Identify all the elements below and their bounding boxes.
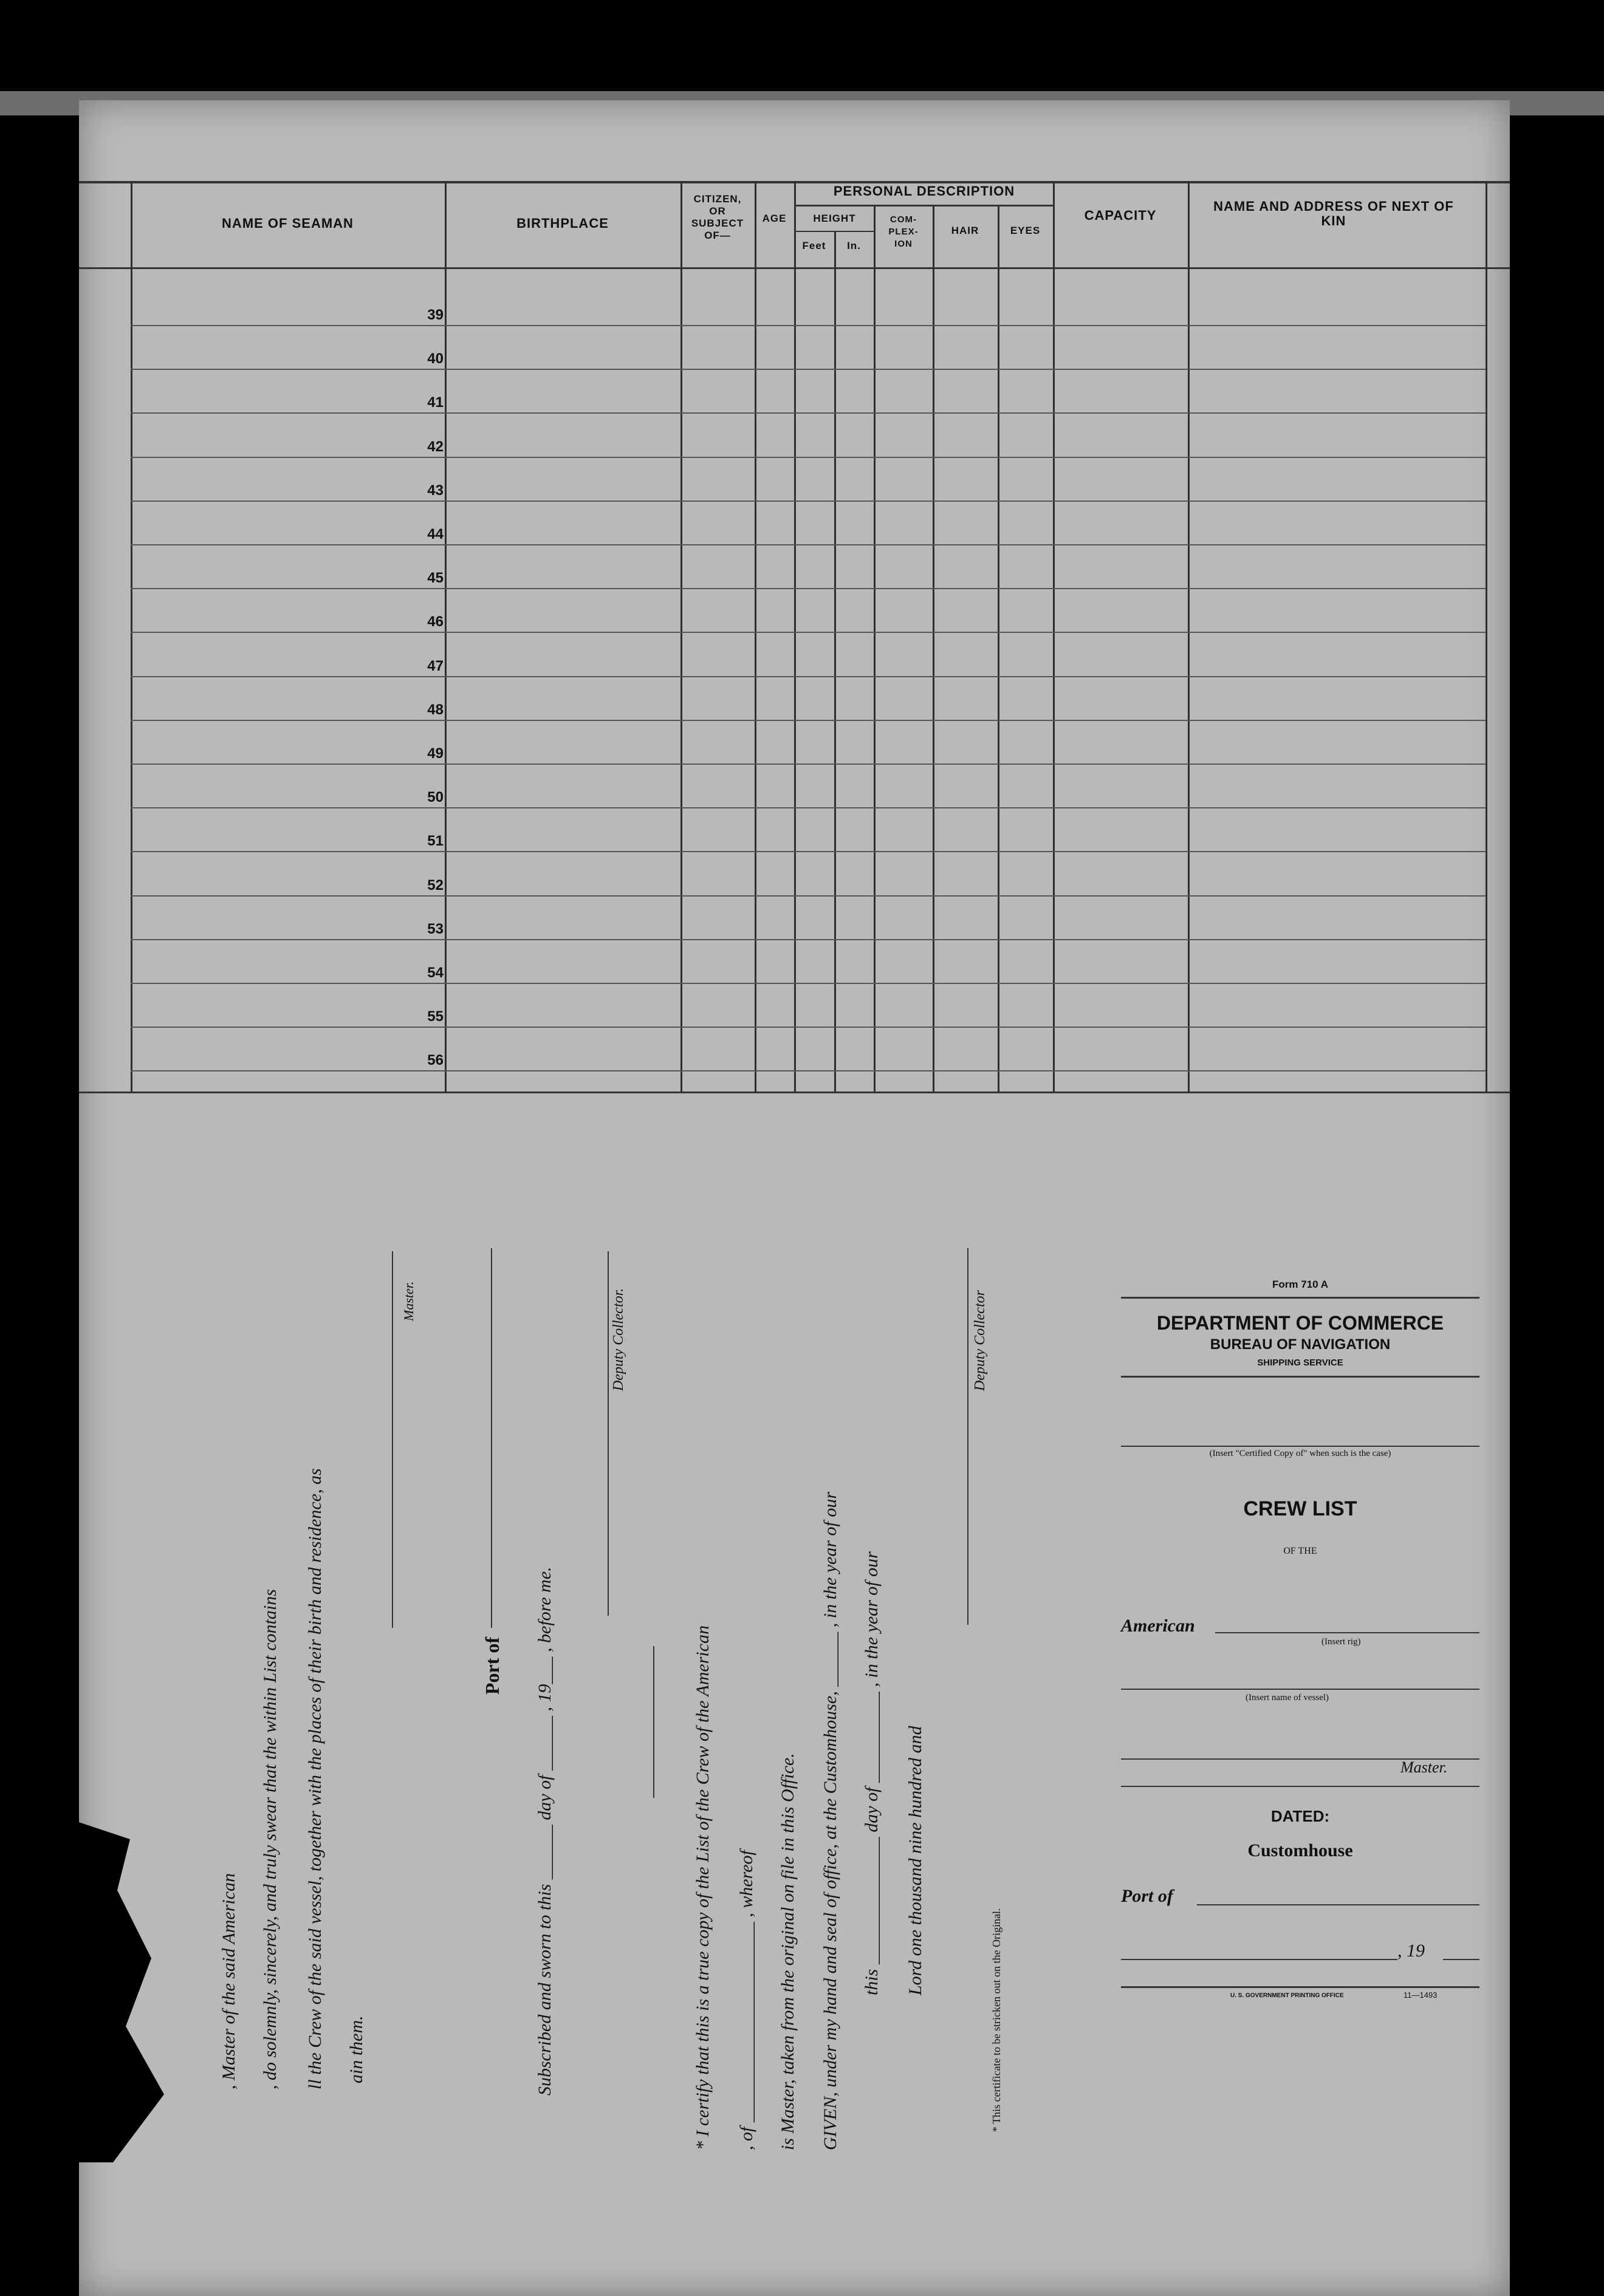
row-line [131,588,1486,589]
crew-list-card [1121,1279,1479,2032]
col-line [874,207,876,1092]
row-number: 56 [427,1052,444,1068]
this-day-line: this ______________ day of __________ , in the year of our [862,1551,882,1995]
col-line [1486,181,1487,1092]
row-number: 55 [427,1008,444,1025]
card-rule-2 [1121,1376,1479,1378]
row-number: 41 [427,394,444,411]
col-line [1053,181,1055,1092]
row-line [131,457,1486,458]
row-number: 43 [427,482,444,499]
row-number: 51 [427,833,444,849]
row-line [131,325,1486,326]
oath-line-4: ain them. [346,2015,366,2083]
oath-master: Master. [401,1281,416,1321]
row-number: 48 [427,702,444,718]
col-line [998,207,999,1092]
oath-port-of: Port of [481,1636,503,1695]
row-line [131,1027,1486,1028]
date-line [1121,1959,1397,1960]
rig-line [1215,1632,1479,1633]
row-line [131,983,1486,984]
insert-certified-note: (Insert "Certified Copy of" when such is the case) [1209,1449,1391,1458]
dated-label: DATED: [1270,1807,1330,1825]
port-line [491,1248,492,1628]
row-number: 47 [427,658,444,674]
row-number: 45 [427,570,444,586]
col-line [933,207,934,1092]
card-bottom-rule [1121,1986,1479,1988]
certified-copy-line [1121,1446,1479,1447]
row-line [131,544,1486,545]
port-of-label: Port of [1121,1886,1173,1906]
deputy-signature-line-2 [967,1248,968,1625]
oath-subscribed: Subscribed and sworn to this ______ day of ______ , 19___ , before me. [535,1567,555,2096]
row-line [131,720,1486,721]
lord-line: Lord one thousand nine hundred and [905,1726,925,1995]
crew-list-title: CREW LIST [1243,1497,1357,1520]
header-eyes: EYES [1010,225,1041,236]
master-taken-line: is Master, taken from the original on file in this Office. [778,1753,798,2150]
certify-line: * I certify that this is a true copy of the List of the Crew of the American [693,1625,713,2150]
col-line [680,181,682,1092]
year-line [1443,1959,1479,1960]
footnote: * This certificate to be stricken out on the Original. [990,1908,1002,2132]
deputy-signature-line [608,1251,609,1616]
oath-deputy-collector-2: Deputy Collector [972,1290,988,1391]
row-line [131,369,1486,370]
oath-deputy-collector-1: Deputy Collector. [611,1288,626,1391]
col-line [1188,181,1190,1092]
row-number: 40 [427,350,444,367]
form-number: Form 710 A [1272,1279,1328,1290]
header-personal-description: PERSONAL DESCRIPTION [833,183,1015,199]
header-capacity: CAPACITY [1084,208,1157,223]
height-underline [794,231,875,232]
header-feet: Feet [802,240,826,251]
row-number: 46 [427,613,444,630]
header-name-of-seaman: NAME OF SEAMAN [222,216,354,231]
oath-line-1: , Master of the said American [219,1873,239,2089]
master-signature-line [392,1251,393,1628]
header-complexion: COM- PLEX- ION [888,214,919,249]
personal-desc-underline [794,205,1054,207]
header-hair: HAIR [951,225,979,236]
row-line [131,851,1486,852]
row-number: 52 [427,877,444,893]
header-height: HEIGHT [813,213,856,224]
row-number: 44 [427,526,444,542]
year-label: , 19 [1397,1941,1425,1961]
row-line [131,676,1486,677]
row-number: 49 [427,745,444,762]
col-line [794,181,796,1092]
of-the: OF THE [1283,1546,1317,1556]
insert-rig-note: (Insert rig) [1321,1637,1361,1647]
header-age: AGE [762,213,787,224]
header-birthplace: BIRTHPLACE [516,216,609,231]
insert-vessel-note: (Insert name of vessel) [1246,1693,1329,1703]
card-top-rule [1121,1297,1479,1299]
header-citizen: CITIZEN, OR SUBJECT OF— [691,193,744,241]
col-line [131,181,132,1092]
row-line [131,501,1486,502]
row-line [131,939,1486,940]
card-rule-3 [1121,1786,1479,1787]
col-line [755,181,756,1092]
row-line [131,895,1486,897]
row-line [131,1070,1486,1071]
row-number: 42 [427,439,444,455]
blank-line [653,1646,654,1798]
header-next-of-kin: NAME AND ADDRESS OF NEXT OF KIN [1213,199,1454,228]
oath-line-3: ll the Crew of the said vessel, together with the places of their birth and residence, as [305,1468,325,2089]
row-number: 39 [427,307,444,323]
card-master-label: Master. [1400,1758,1448,1776]
col-line [834,231,836,1092]
american-label: American [1121,1616,1195,1636]
row-number: 53 [427,921,444,937]
given-line: GIVEN, under my hand and seal of office, at the Customhouse, ______ , in the year of our [820,1491,840,2150]
print-code: 11—1493 [1404,1990,1438,2000]
row-number: 54 [427,965,444,981]
service-title: SHIPPING SERVICE [1257,1358,1343,1368]
row-number: 50 [427,789,444,805]
row-line [131,807,1486,808]
customhouse-label: Customhouse [1247,1840,1353,1860]
vessel-line [1121,1689,1479,1690]
row-line [131,632,1486,633]
printing-office: U. S. GOVERNMENT PRINTING OFFICE [1230,1992,1344,1999]
port-line [1197,1904,1479,1905]
col-line [445,181,447,1092]
of-whereof-line: , of ______________________ , whereof [736,1850,756,2150]
row-line [131,412,1486,414]
bureau-title: BUREAU OF NAVIGATION [1210,1336,1391,1353]
header-inches: In. [847,240,861,251]
department-title: DEPARTMENT OF COMMERCE [1156,1312,1444,1334]
row-line [131,764,1486,765]
oath-line-2: , do solemnly, sincerely, and truly swear that the within List contains [260,1589,280,2089]
